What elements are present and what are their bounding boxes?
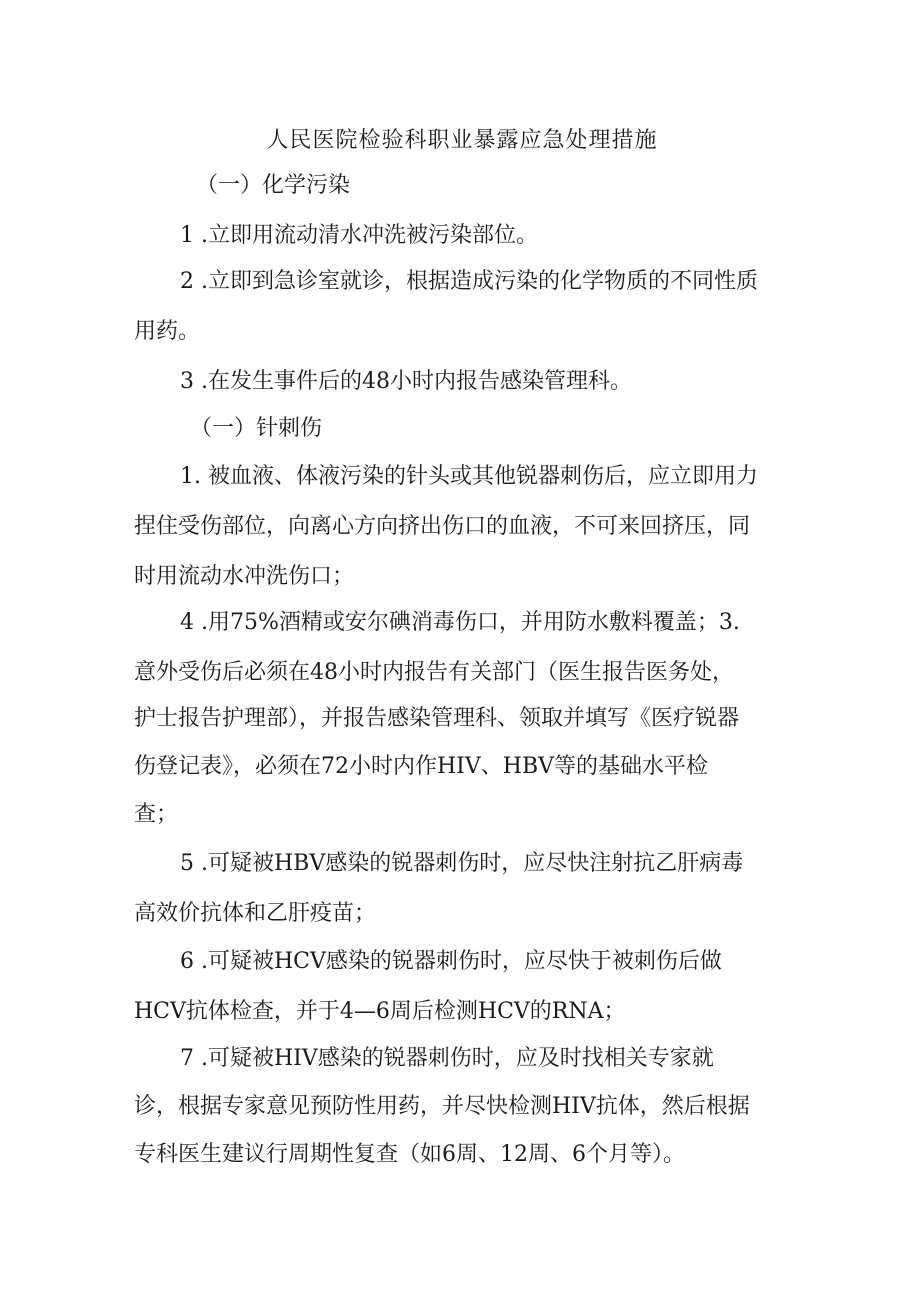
- paragraph-line: 时用流动水冲洗伤口；: [134, 564, 355, 589]
- paragraph-line: 专科医生建议行周期性复查（如6周、12周、6个月等）。: [134, 1142, 685, 1167]
- paragraph-line: 7 .可疑被HIV感染的锐器刺伤时，应及时找相关专家就: [180, 1046, 714, 1071]
- paragraph-line: 5 .可疑被HBV感染的锐器刺伤时，应尽快注射抗乙肝病毒: [180, 851, 744, 876]
- paragraph-line: 捏住受伤部位，向离心方向挤出伤口的血液，不可来回挤压，同: [134, 514, 751, 539]
- paragraph-line: 意外受伤后必须在48小时内报告有关部门（医生报告医务处，: [134, 660, 734, 685]
- paragraph-line: 1. 被血液、体液污染的针头或其他锐器刺伤后，应立即用力: [180, 464, 758, 489]
- paragraph-needlestick-7: [134, 1044, 794, 1174]
- paragraph-line: 诊，根据专家意见预防性用药，并尽快检测HIV抗体，然后根据: [134, 1094, 750, 1119]
- document-title: 人民医院检验科职业暴露应急处理措施: [266, 128, 658, 153]
- paragraph-needlestick-1: [134, 462, 794, 592]
- paragraph-line: 查；: [134, 802, 179, 827]
- paragraph-chemical-2: [134, 267, 794, 347]
- paragraph-line: 用药。: [134, 319, 201, 344]
- paragraph-line: HCV抗体检查，并于4—6周后检测HCV的RNA；: [134, 999, 626, 1024]
- paragraph-needlestick-6: [134, 947, 794, 1027]
- paragraph-line: 高效价抗体和乙肝疫苗；: [134, 901, 377, 926]
- section-heading-chemical: （一）化学污染: [196, 173, 351, 198]
- paragraph-line: 2 .立即到急诊室就诊，根据造成污染的化学物质的不同性质: [180, 269, 758, 294]
- paragraph-line: 伤登记表》，必须在72小时内作HIV、HBV等的基础水平检: [134, 754, 708, 779]
- paragraph-chemical-3: 3 .在发生事件后的48小时内报告感染管理科。: [180, 369, 632, 394]
- paragraph-line: 6 .可疑被HCV感染的锐器刺伤时，应尽快于被刺伤后做: [180, 949, 722, 974]
- section-heading-needlestick: （一）针刺伤: [190, 416, 323, 441]
- paragraph-needlestick-5: [134, 849, 794, 929]
- paragraph-line: 护士报告护理部），并报告感染管理科、领取并填写《医疗锐器: [134, 706, 740, 731]
- paragraph-needlestick-4: [134, 608, 794, 838]
- paragraph-chemical-1: 1 .立即用流动清水冲洗被污染部位。: [180, 223, 538, 248]
- paragraph-line: 4 .用75%酒精或安尔碘消毒伤口，并用防水敷料覆盖；3.: [180, 610, 740, 635]
